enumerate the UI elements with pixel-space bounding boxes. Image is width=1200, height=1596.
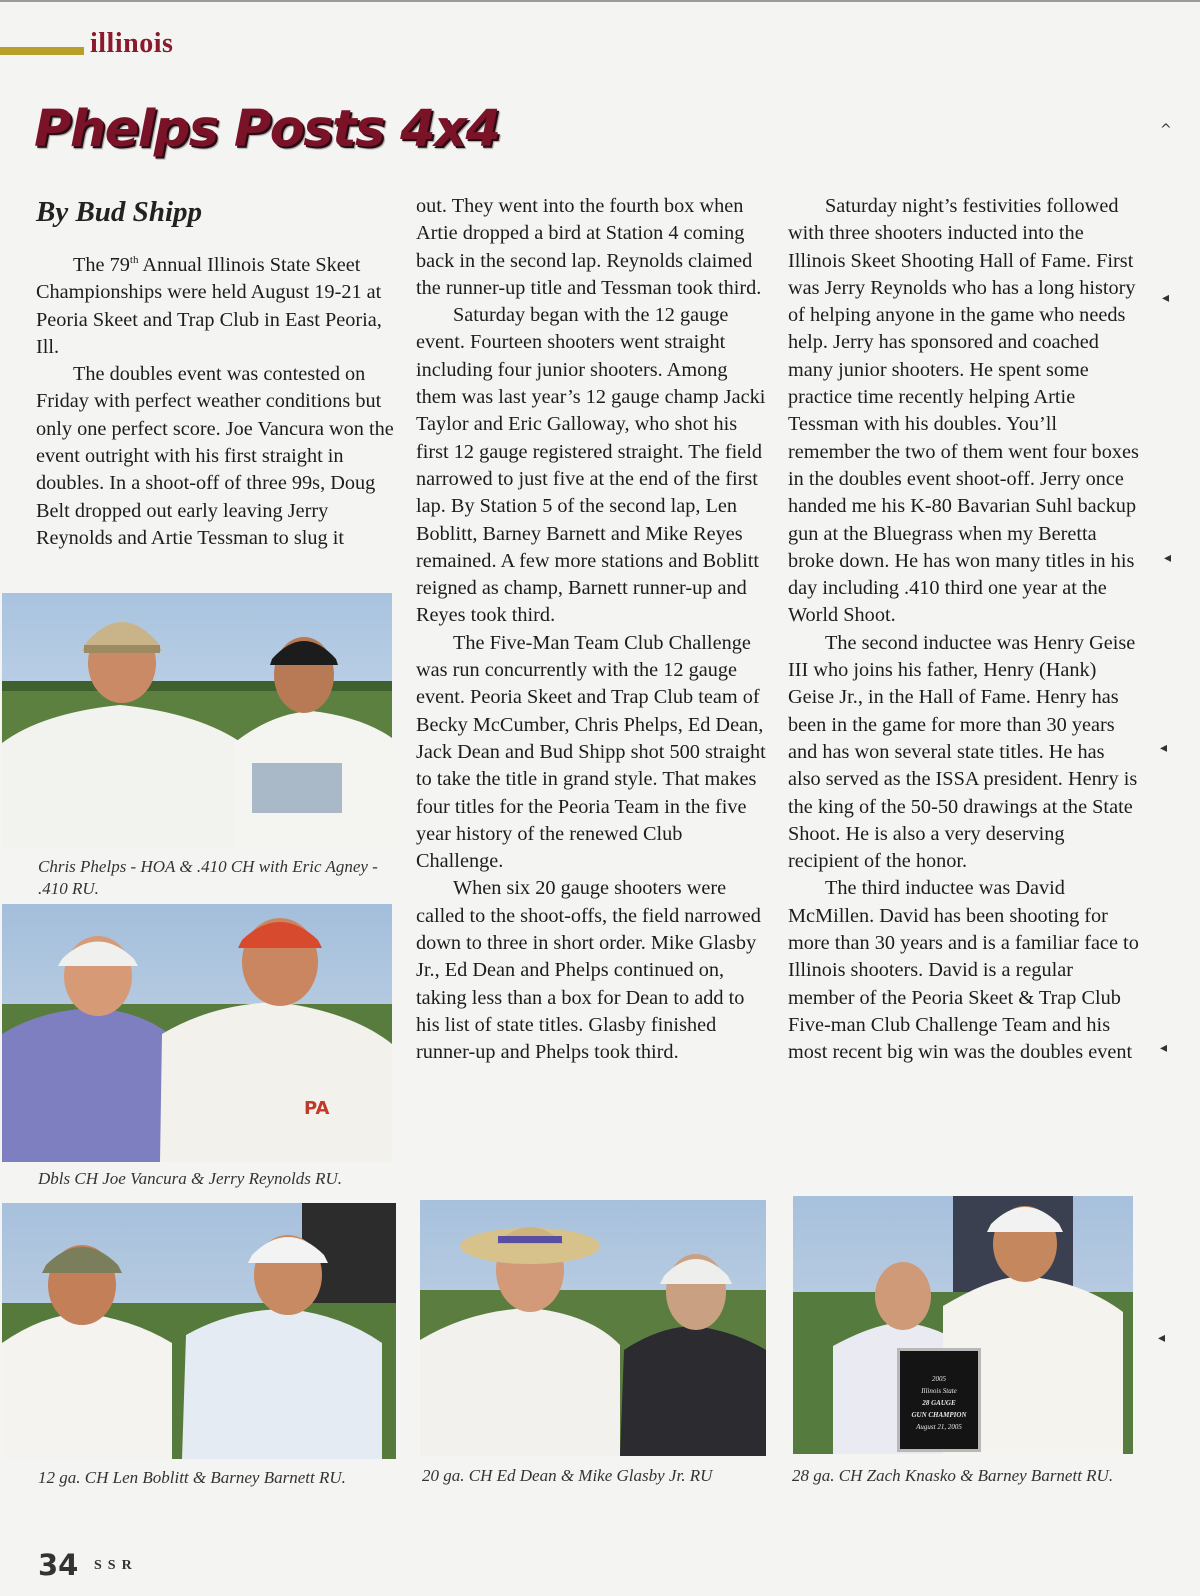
text-column-2 <box>416 193 772 1067</box>
paragraph: The 79th Annual Illinois State Skeet Championships were held August 19-21 at Peoria Skeet and Trap Club in East Peoria, Ill. <box>36 254 382 358</box>
paragraph: Saturday began with the 12 gauge event. Fourteen shooters went straight including four junior shooters. Among them was last year’s 12 gauge champ Jacki Taylor and Eric Galloway, who shot his first 12 gauge registered straight. The field narrowed to just five at the end of the first lap. By Station 5 of the second lap, Len Boblitt, Barney Barnett and Mike Reyes remained. A few more stations and Boblitt reigned as champ, Barnett runner-up and Reyes took third. <box>416 304 766 627</box>
plaque-line: 2005 <box>932 1375 946 1383</box>
photo-caption: Dbls CH Joe Vancura & Jerry Reynolds RU. <box>38 1169 343 1188</box>
award-plaque <box>897 1348 981 1452</box>
photo-knasko-barnett <box>793 1196 1133 1454</box>
plaque-line: Illinois State <box>921 1387 957 1395</box>
paragraph: The doubles event was contested on Friday with perfect weather conditions but only one perfect score. Joe Vancura won the event outright with his first straight in doubles. In a shoot-off of three 99s, Doug Belt dropped out early leaving Jerry Reynolds and Artie Tessman to slug it <box>36 363 394 549</box>
paragraph: When six 20 gauge shooters were called to the shoot-offs, the field narrowed down to three in short order. Mike Glasby Jr., Ed Dean and Phelps continued on, taking less than a box for Dean to add to his list of state titles. Glasby finished runner-up and Phelps took third. <box>416 877 761 1064</box>
edge-mark-icon: ◂ <box>1164 550 1172 566</box>
plaque-line: GUN CHAMPION <box>911 1411 967 1419</box>
section-color-bar <box>0 47 84 55</box>
edge-mark-icon: ^ <box>1160 122 1172 138</box>
plaque-line: 28 GAUGE <box>922 1399 956 1407</box>
article-byline: By Bud Shipp <box>36 196 202 228</box>
photo-caption: Chris Phelps - HOA & .410 CH with Eric Agney - .410 RU. <box>38 857 378 898</box>
photo-dean-glasby <box>420 1200 766 1456</box>
photo-caption: 12 ga. CH Len Boblitt & Barney Barnett RU. <box>38 1468 346 1487</box>
paragraph: The Five-Man Team Club Challenge was run concurrently with the 12 gauge event. Peoria Skeet and Trap Club team of Becky McCumber, Chris Phelps, Ed Dean, Jack Dean and Bud Shipp shot 500 straight to take the title in grand style. That makes four titles for the Peoria Team in the five year history of the renewed Club Challenge. <box>416 631 766 873</box>
article-headline: Phelps Posts 4x4 <box>34 100 500 159</box>
paragraph: The second inductee was Henry Geise III who joins his father, Henry (Hank) Geise Jr., in the Hall of Fame. Henry has been in the game for more than 30 years and has won several state titles. He has also served as the ISSA president. Henry is the king of the 50-50 drawings at the State Shoot. He is also a very deserving recipient of the honor. <box>788 631 1138 873</box>
plaque-line: August 21, 2005 <box>916 1423 962 1431</box>
page-number: 34 <box>38 1548 79 1582</box>
text-column-1 <box>36 252 396 552</box>
svg-text:PA: PA <box>304 1098 330 1119</box>
edge-mark-icon: ◂ <box>1160 740 1168 756</box>
section-label: illinois <box>90 28 174 59</box>
photo-caption: 28 ga. CH Zach Knasko & Barney Barnett RU. <box>792 1466 1114 1485</box>
edge-mark-icon: ◂ <box>1158 1330 1166 1346</box>
photo-caption: 20 ga. CH Ed Dean & Mike Glasby Jr. RU <box>422 1466 713 1485</box>
paragraph: out. They went into the fourth box when Artie dropped a bird at Station 4 coming back in the second lap. Reynolds claimed the runner-up title and Tessman took third. <box>416 195 762 299</box>
edge-mark-icon: ◂ <box>1162 290 1170 306</box>
photo-boblitt-barnett <box>2 1203 396 1459</box>
photo-phelps-agney <box>2 593 392 849</box>
top-rule <box>0 0 1200 2</box>
edge-mark-icon: ◂ <box>1160 1040 1168 1056</box>
publication-name: SSR <box>94 1558 138 1573</box>
paragraph: The third inductee was David McMillen. David has been shooting for more than 30 years and is a familiar face to Illinois shooters. David is a regular member of the Peoria Skeet & Trap Club Five-man Club Challenge Team and his most recent big win was the doubles event <box>788 877 1139 1064</box>
photo-vancura-reynolds <box>2 904 392 1162</box>
paragraph: Saturday night’s festivities followed with three shooters inducted into the Illinois Skeet Shooting Hall of Fame. First was Jerry Reynolds who has a long history of helping anyone in the game who needs help. Jerry has sponsored and coached many junior shooters. He spent some practice time recently helping Artie Tessman with his doubles. You’ll remember the two of them went four boxes in the doubles event shoot-off. Jerry once handed me his K-80 Bavarian Suhl backup gun at the Bluegrass when my Beretta broke down. He has won many titles in his day including .410 third one year at the World Shoot. <box>788 195 1139 627</box>
text-column-3 <box>788 193 1140 1067</box>
